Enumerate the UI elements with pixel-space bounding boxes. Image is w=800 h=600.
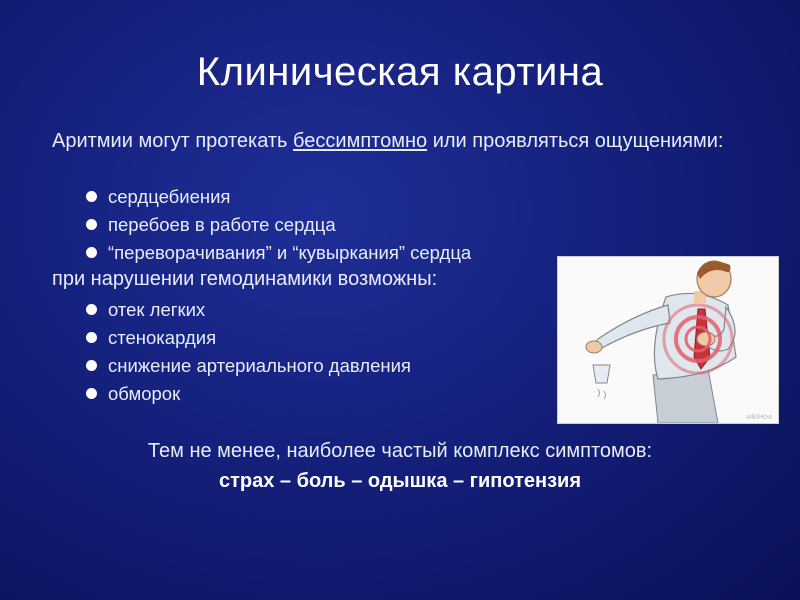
symptom-list [86,183,471,267]
list-item-text: отек легких [108,299,206,320]
man-clutching-chest-illustration [557,256,779,424]
list-item [86,239,471,267]
hemodynamics-heading: при нарушении гемодинамики возможны: [52,268,438,290]
summary-text: Тем не менее, наиболее частый комплекс симптомов: [147,440,653,462]
list-item [86,352,411,380]
intro-before: Аритмии могут протекать [52,130,294,152]
illustration-drawing [558,257,778,423]
bullet-icon [86,360,97,371]
hemodynamics-list [86,296,411,408]
list-item-text: перебоев в работе сердца [108,214,336,235]
bullet-icon [86,191,97,202]
bullet-icon [86,304,97,315]
intro-underlined: бессимптомно [293,130,428,152]
bullet-icon [86,219,97,230]
bullet-icon [86,388,97,399]
list-item [86,324,411,352]
intro-text [52,128,752,154]
list-item-text: стенокардия [108,327,217,348]
list-item-text: “переворачивания” и “кувыркания” сердца [108,242,472,263]
bullet-icon [86,332,97,343]
slide-title: Клиническая картина [196,50,604,94]
list-item-text: обморок [108,383,181,404]
list-item [86,380,411,408]
symptom-formula: страх – боль – одышка – гипотензия [218,470,582,492]
list-item [86,211,471,239]
list-item [86,183,471,211]
list-item-text: сердцебиения [108,186,231,207]
bullet-icon [86,247,97,258]
intro-after: или проявляться ощущениями: [427,130,724,152]
list-item-text: снижение артериального давления [108,355,411,376]
list-item [86,296,411,324]
watermark-text: wikiHow [746,414,772,421]
